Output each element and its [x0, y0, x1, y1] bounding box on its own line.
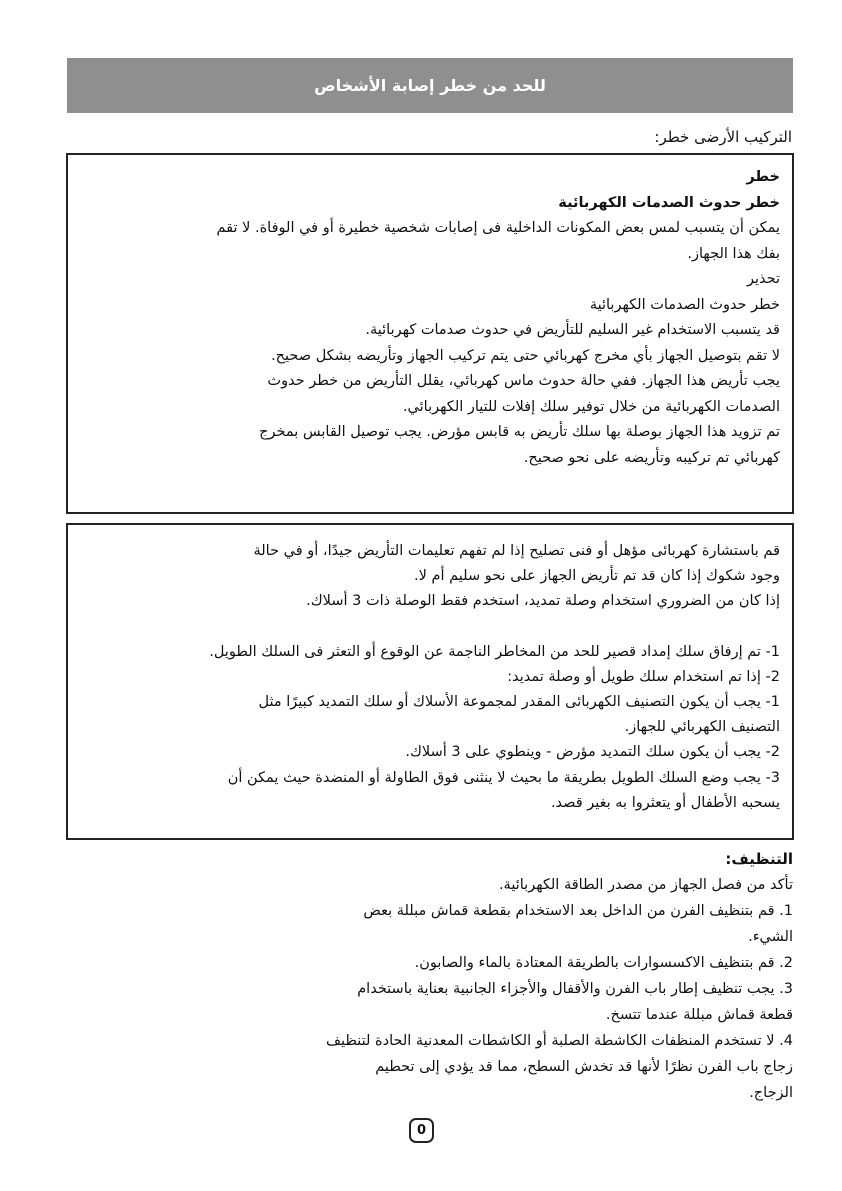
instruction-line: 3- يجب وضع السلك الطويل بطريقة ما بحيث لا ينثنى فوق الطاولة أو المنضدة حيث يمكن أن	[227, 769, 780, 786]
cleaning-line: زجاج باب الفرن نظرًا لأنها قد تخدش السطح، مما قد يؤدي إلى تحطيم	[375, 1059, 793, 1075]
cleaning-line: الزجاج.	[749, 1085, 793, 1101]
instruction-line: قم باستشارة كهربائى مؤهل أو فنى تصليح إذا لم تفهم تعليمات التأريض جيدًا، أو في حالة	[253, 543, 780, 559]
instruction-line: وجود شكوك إذا كان قد تم تأريض الجهاز على نحو سليم أم لا.	[414, 568, 780, 585]
cleaning-line: 4. لا تستخدم المنظفات الكاشطة الصلبة أو الكاشطات المعدنية الحادة لتنظيف	[325, 1033, 793, 1049]
grounding-instructions-box	[66, 523, 794, 840]
section-header-bar	[67, 58, 793, 113]
instruction-line: 2- يجب أن يكون سلك التمديد مؤرض - وينطوي على 3 أسلاك.	[405, 744, 780, 761]
danger-warning-box	[66, 153, 794, 514]
danger-line: تم تزويد هذا الجهاز بوصلة بها سلك تأريض به قابس مؤرض. يجب توصيل القابس بمخرج	[259, 424, 780, 440]
instruction-line: التصنيف الكهربائي للجهاز.	[624, 719, 780, 736]
warning-title: تحذير	[746, 271, 780, 287]
danger-line: لا تقم بتوصيل الجهاز بأي مخرج كهربائي حتى يتم تركيب الجهاز وتأريضه بشكل صحيح.	[271, 347, 780, 364]
danger-line: يمكن أن يتسبب لمس بعض المكونات الداخلية فى إصابات شخصية خطيرة أو في الوفاة. لا تقم	[216, 220, 780, 236]
section-title: للحد من خطر إصابة الأشخاص	[314, 76, 546, 95]
danger-subtitle: خطر حدوث الصدمات الكهربائية	[558, 194, 780, 211]
cleaning-line: 3. يجب تنظيف إطار باب الفرن والأقفال والأجزاء الجانبية بعناية باستخدام	[357, 981, 793, 997]
cleaning-line: 1. قم بتنظيف الفرن من الداخل بعد الاستخدام بقطعة قماش مبللة بعض	[363, 903, 793, 919]
blank-line	[80, 615, 780, 640]
danger-line: خطر حدوث الصدمات الكهربائية	[589, 296, 780, 313]
instruction-line: 1- يجب أن يكون التصنيف الكهربائى المقدر لمجموعة الأسلاك أو سلك التمديد كبيرًا مثل	[258, 694, 780, 711]
danger-line: كهربائي تم تركيبه وتأريضه على نحو صحيح.	[523, 449, 780, 466]
instruction-line: 2- إذا تم استخدام سلك طويل أو وصلة تمديد:	[507, 668, 780, 685]
cleaning-line: تأكد من فصل الجهاز من مصدر الطاقة الكهربائية.	[498, 877, 793, 893]
page-number: 0	[409, 1118, 434, 1143]
cleaning-heading: التنظيف:	[725, 850, 793, 868]
instruction-line: 1- تم إرفاق سلك إمداد قصير للحد من المخاطر الناجمة عن الوقوع أو التعثر فى السلك الطويل.	[209, 643, 780, 660]
danger-line: بفك هذا الجهاز.	[687, 245, 780, 262]
instruction-line: يسحبه الأطفال أو يتعثروا به بغير قصد.	[550, 794, 780, 811]
cleaning-line: قطعة قماش مبللة عندما تتسخ.	[605, 1007, 793, 1023]
cleaning-section	[67, 846, 793, 1106]
danger-line: يجب تأريض هذا الجهاز. ففي حالة حدوث ماس كهربائي، يقلل التأريض من خطر حدوث	[267, 373, 780, 389]
danger-line: قد يتسبب الاستخدام غير السليم للتأريض في حدوث صدمات كهربائية.	[365, 322, 780, 338]
cleaning-line: 2. قم بتنظيف الاكسسوارات بالطريقة المعتادة بالماء والصابون.	[414, 955, 793, 971]
instruction-line: إذا كان من الضروري استخدام وصلة تمديد، استخدم فقط الوصلة ذات 3 أسلاك.	[306, 593, 780, 610]
danger-line: الصدمات الكهربائية من خلال توفير سلك إفلات للتيار الكهربائي.	[402, 398, 780, 415]
cleaning-line: الشيء.	[748, 929, 793, 945]
danger-title: خطر	[746, 169, 780, 185]
grounding-label: التركيب الأرضى خطر:	[654, 128, 792, 146]
